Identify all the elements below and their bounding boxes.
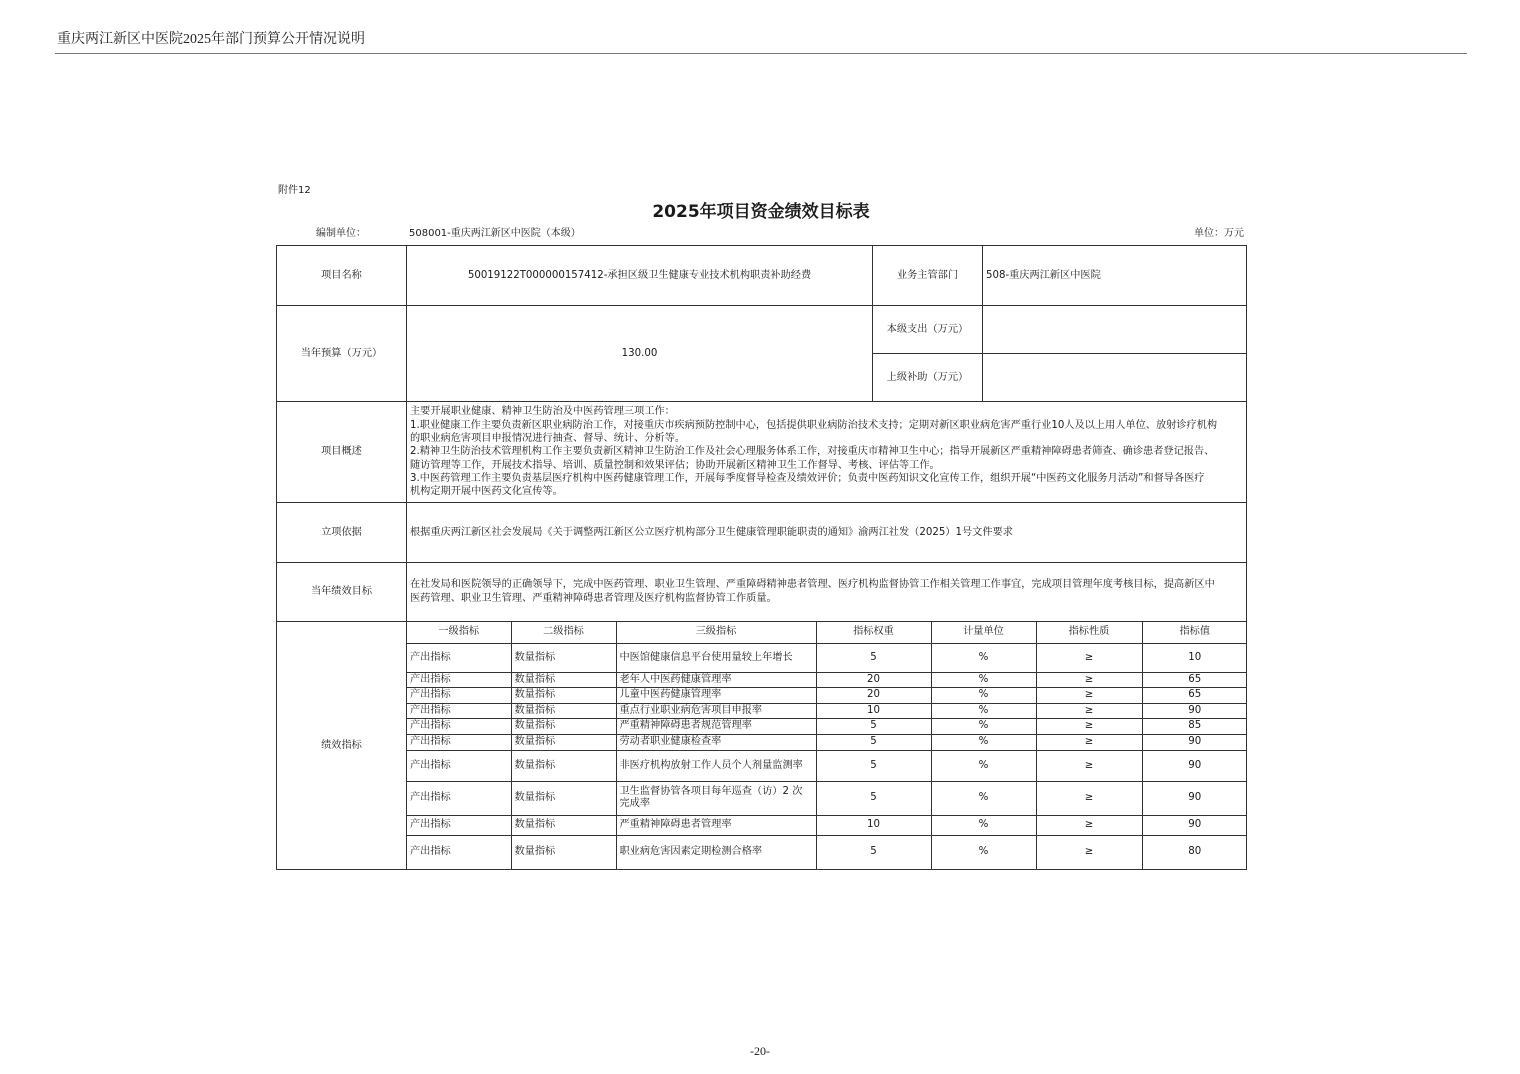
- indicator-nature-cell: ≥: [1036, 687, 1142, 703]
- level1-indicator-cell: 产出指标: [407, 672, 511, 687]
- level2-indicator-cell: 数量指标: [511, 734, 616, 750]
- level1-indicator-cell: 产出指标: [407, 835, 511, 869]
- document-header-title: 重庆两江新区中医院2025年部门预算公开情况说明: [57, 32, 365, 47]
- level2-indicator-cell: 数量指标: [511, 687, 616, 703]
- indicator-nature-cell: ≥: [1036, 815, 1142, 835]
- budget-value: 130.00: [407, 306, 873, 402]
- indicator-weight-cell: 5: [816, 750, 931, 781]
- project-name-value: 50019122T000000157412-承担区级卫生健康专业技术机构职责补助经费: [407, 246, 873, 306]
- superior-subsidy-label: 上级补助（万元）: [873, 354, 983, 402]
- level2-indicator-cell: 数量指标: [511, 815, 616, 835]
- indicator-value-cell: 10: [1142, 643, 1247, 672]
- level1-indicator-cell: 产出指标: [407, 734, 511, 750]
- row-overview: [277, 402, 1247, 503]
- indicator-row: [407, 687, 1247, 703]
- measurement-unit-cell: %: [931, 718, 1036, 734]
- overview-line: 随访管理等工作，开展技术指导、培训、质量控制和效果评估；协助开展新区精神卫生工作督导、考核、评估等工作。: [410, 459, 940, 471]
- indicator-nature-cell: ≥: [1036, 734, 1142, 750]
- goal-content: [407, 563, 1247, 622]
- own-expense-label: 本级支出（万元）: [873, 306, 983, 354]
- indicator-value-cell: 80: [1142, 835, 1247, 869]
- indicator-value-cell: 90: [1142, 734, 1247, 750]
- row-project-name: [277, 246, 1247, 306]
- indicator-row: [407, 718, 1247, 734]
- indicator-weight-cell: 5: [816, 781, 931, 815]
- level3-indicator-cell: 重点行业职业病危害项目申报率: [616, 703, 816, 718]
- measurement-unit-cell: %: [931, 672, 1036, 687]
- measurement-unit-cell: %: [931, 781, 1036, 815]
- row-annual-goal: [277, 563, 1247, 622]
- level1-indicator-cell: 产出指标: [407, 703, 511, 718]
- dept-label: 业务主管部门: [873, 246, 983, 306]
- level3-indicator-cell: 卫生监督协管各项目每年巡查（访）2 次完成率: [616, 781, 816, 815]
- header-level2: 二级指标: [511, 622, 616, 643]
- indicator-nature-cell: ≥: [1036, 750, 1142, 781]
- level1-indicator-cell: 产出指标: [407, 687, 511, 703]
- indicator-weight-cell: 5: [816, 734, 931, 750]
- org-label: 编制单位：: [316, 228, 366, 239]
- header-level1: 一级指标: [407, 622, 511, 643]
- level1-indicator-cell: 产出指标: [407, 815, 511, 835]
- attachment-label: 附件12: [278, 185, 311, 196]
- overview-content: [407, 402, 1247, 503]
- level1-indicator-cell: 产出指标: [407, 781, 511, 815]
- goal-line: 在社发局和医院领导的正确领导下，完成中医药管理、职业卫生管理、严重障碍精神患者管理、医疗机构监督协管工作相关管理工作事宜，完成项目管理年度考核目标，提高新区中: [410, 579, 1215, 590]
- overview-line: 机构定期开展中医药文化宣传等。: [410, 486, 563, 498]
- header-unit: 计量单位: [931, 622, 1036, 643]
- project-name-label: 项目名称: [277, 246, 407, 306]
- indicator-nature-cell: ≥: [1036, 643, 1142, 672]
- level3-indicator-cell: 严重精神障碍患者管理率: [616, 815, 816, 835]
- overview-line: 2.精神卫生防治技术管理机构工作主要负责新区精神卫生防治工作及社会心理服务体系工作，对接重庆市精神卫生中心；指导开展新区严重精神障碍患者筛查、确诊患者登记报告、: [410, 446, 1215, 458]
- indicator-weight-cell: 20: [816, 687, 931, 703]
- indicators-container: [407, 622, 1247, 870]
- indicator-nature-cell: ≥: [1036, 781, 1142, 815]
- performance-target-table: [276, 245, 1247, 870]
- level3-indicator-cell: 劳动者职业健康检查率: [616, 734, 816, 750]
- indicator-value-cell: 90: [1142, 703, 1247, 718]
- measurement-unit-cell: %: [931, 687, 1036, 703]
- goal-line: 医药管理、职业卫生管理、严重精神障碍患者管理及医疗机构监督协管工作质量。: [410, 593, 777, 604]
- page-number: -20-: [750, 1044, 770, 1058]
- indicator-row: [407, 835, 1247, 869]
- measurement-unit-cell: %: [931, 815, 1036, 835]
- measurement-unit-cell: %: [931, 750, 1036, 781]
- overview-line: 的职业病危害项目申报情况进行抽查、督导、统计、分析等。: [410, 433, 686, 445]
- measurement-unit-cell: %: [931, 835, 1036, 869]
- indicators-header-row: [407, 622, 1247, 643]
- org-value: 508001-重庆两江新区中医院（本级）: [409, 228, 581, 239]
- indicator-value-cell: 85: [1142, 718, 1247, 734]
- indicator-weight-cell: 5: [816, 835, 931, 869]
- indicator-value-cell: 90: [1142, 781, 1247, 815]
- dept-value: 508-重庆两江新区中医院: [983, 246, 1247, 306]
- indicator-row: [407, 672, 1247, 687]
- header-nature: 指标性质: [1036, 622, 1142, 643]
- level1-indicator-cell: 产出指标: [407, 643, 511, 672]
- indicator-row: [407, 703, 1247, 718]
- level1-indicator-cell: 产出指标: [407, 750, 511, 781]
- indicators-table: [407, 622, 1247, 869]
- level3-indicator-cell: 非医疗机构放射工作人员个人剂量监测率: [616, 750, 816, 781]
- level2-indicator-cell: 数量指标: [511, 750, 616, 781]
- level3-indicator-cell: 职业病危害因素定期检测合格率: [616, 835, 816, 869]
- own-expense-value: [983, 306, 1247, 354]
- indicator-row: [407, 781, 1247, 815]
- indicator-value-cell: 65: [1142, 687, 1247, 703]
- indicator-row: [407, 734, 1247, 750]
- indicator-nature-cell: ≥: [1036, 703, 1142, 718]
- indicator-weight-cell: 10: [816, 703, 931, 718]
- overview-line: 3.中医药管理工作主要负责基层医疗机构中医药健康管理工作，开展每季度督导检查及绩效评价；负责中医药知识文化宣传工作，组织开展“中医药文化服务月活动”和督导各医疗: [410, 472, 1205, 484]
- header-weight: 指标权重: [816, 622, 931, 643]
- indicator-value-cell: 90: [1142, 750, 1247, 781]
- budget-label: 当年预算（万元）: [277, 306, 407, 402]
- indicators-label: 绩效指标: [277, 622, 407, 870]
- indicator-nature-cell: ≥: [1036, 718, 1142, 734]
- row-indicators: [277, 622, 1247, 870]
- unit-label: 单位：万元: [1194, 228, 1244, 239]
- indicator-value-cell: 90: [1142, 815, 1247, 835]
- header-value: 指标值: [1142, 622, 1247, 643]
- indicator-row: [407, 643, 1247, 672]
- indicator-nature-cell: ≥: [1036, 835, 1142, 869]
- indicator-row: [407, 815, 1247, 835]
- indicator-row: [407, 750, 1247, 781]
- superior-subsidy-value: [983, 354, 1247, 402]
- indicator-weight-cell: 10: [816, 815, 931, 835]
- header-divider: [55, 53, 1467, 54]
- overview-label: 项目概述: [277, 402, 407, 503]
- level3-indicator-cell: 老年人中医药健康管理率: [616, 672, 816, 687]
- row-basis: [277, 503, 1247, 563]
- level1-indicator-cell: 产出指标: [407, 718, 511, 734]
- level2-indicator-cell: 数量指标: [511, 643, 616, 672]
- indicator-value-cell: 65: [1142, 672, 1247, 687]
- indicator-nature-cell: ≥: [1036, 672, 1142, 687]
- row-budget-own: [277, 306, 1247, 354]
- header-level3: 三级指标: [616, 622, 816, 643]
- indicator-weight-cell: 20: [816, 672, 931, 687]
- measurement-unit-cell: %: [931, 703, 1036, 718]
- basis-content: 根据重庆两江新区社会发展局《关于调整两江新区公立医疗机构部分卫生健康管理职能职责的通知》渝两江社发（2025）1号文件要求: [407, 503, 1247, 563]
- level2-indicator-cell: 数量指标: [511, 718, 616, 734]
- goal-label: 当年绩效目标: [277, 563, 407, 622]
- level3-indicator-cell: 中医馆健康信息平台使用量较上年增长: [616, 643, 816, 672]
- basis-label: 立项依据: [277, 503, 407, 563]
- indicator-weight-cell: 5: [816, 643, 931, 672]
- level2-indicator-cell: 数量指标: [511, 703, 616, 718]
- level3-indicator-cell: 严重精神障碍患者规范管理率: [616, 718, 816, 734]
- overview-line: 主要开展职业健康、精神卫生防治及中医药管理三项工作：: [410, 406, 675, 418]
- overview-line: 1.职业健康工作主要负责新区职业病防治工作，对接重庆市疾病预防控制中心，包括提供职业病防治技术支持；定期对新区职业病危害严重行业10人及以上用人单位、放射诊疗机构: [410, 419, 1218, 431]
- level2-indicator-cell: 数量指标: [511, 781, 616, 815]
- level3-indicator-cell: 儿童中医药健康管理率: [616, 687, 816, 703]
- level2-indicator-cell: 数量指标: [511, 835, 616, 869]
- indicator-weight-cell: 5: [816, 718, 931, 734]
- measurement-unit-cell: %: [931, 734, 1036, 750]
- measurement-unit-cell: %: [931, 643, 1036, 672]
- form-title: 2025年项目资金绩效目标表: [652, 202, 870, 222]
- level2-indicator-cell: 数量指标: [511, 672, 616, 687]
